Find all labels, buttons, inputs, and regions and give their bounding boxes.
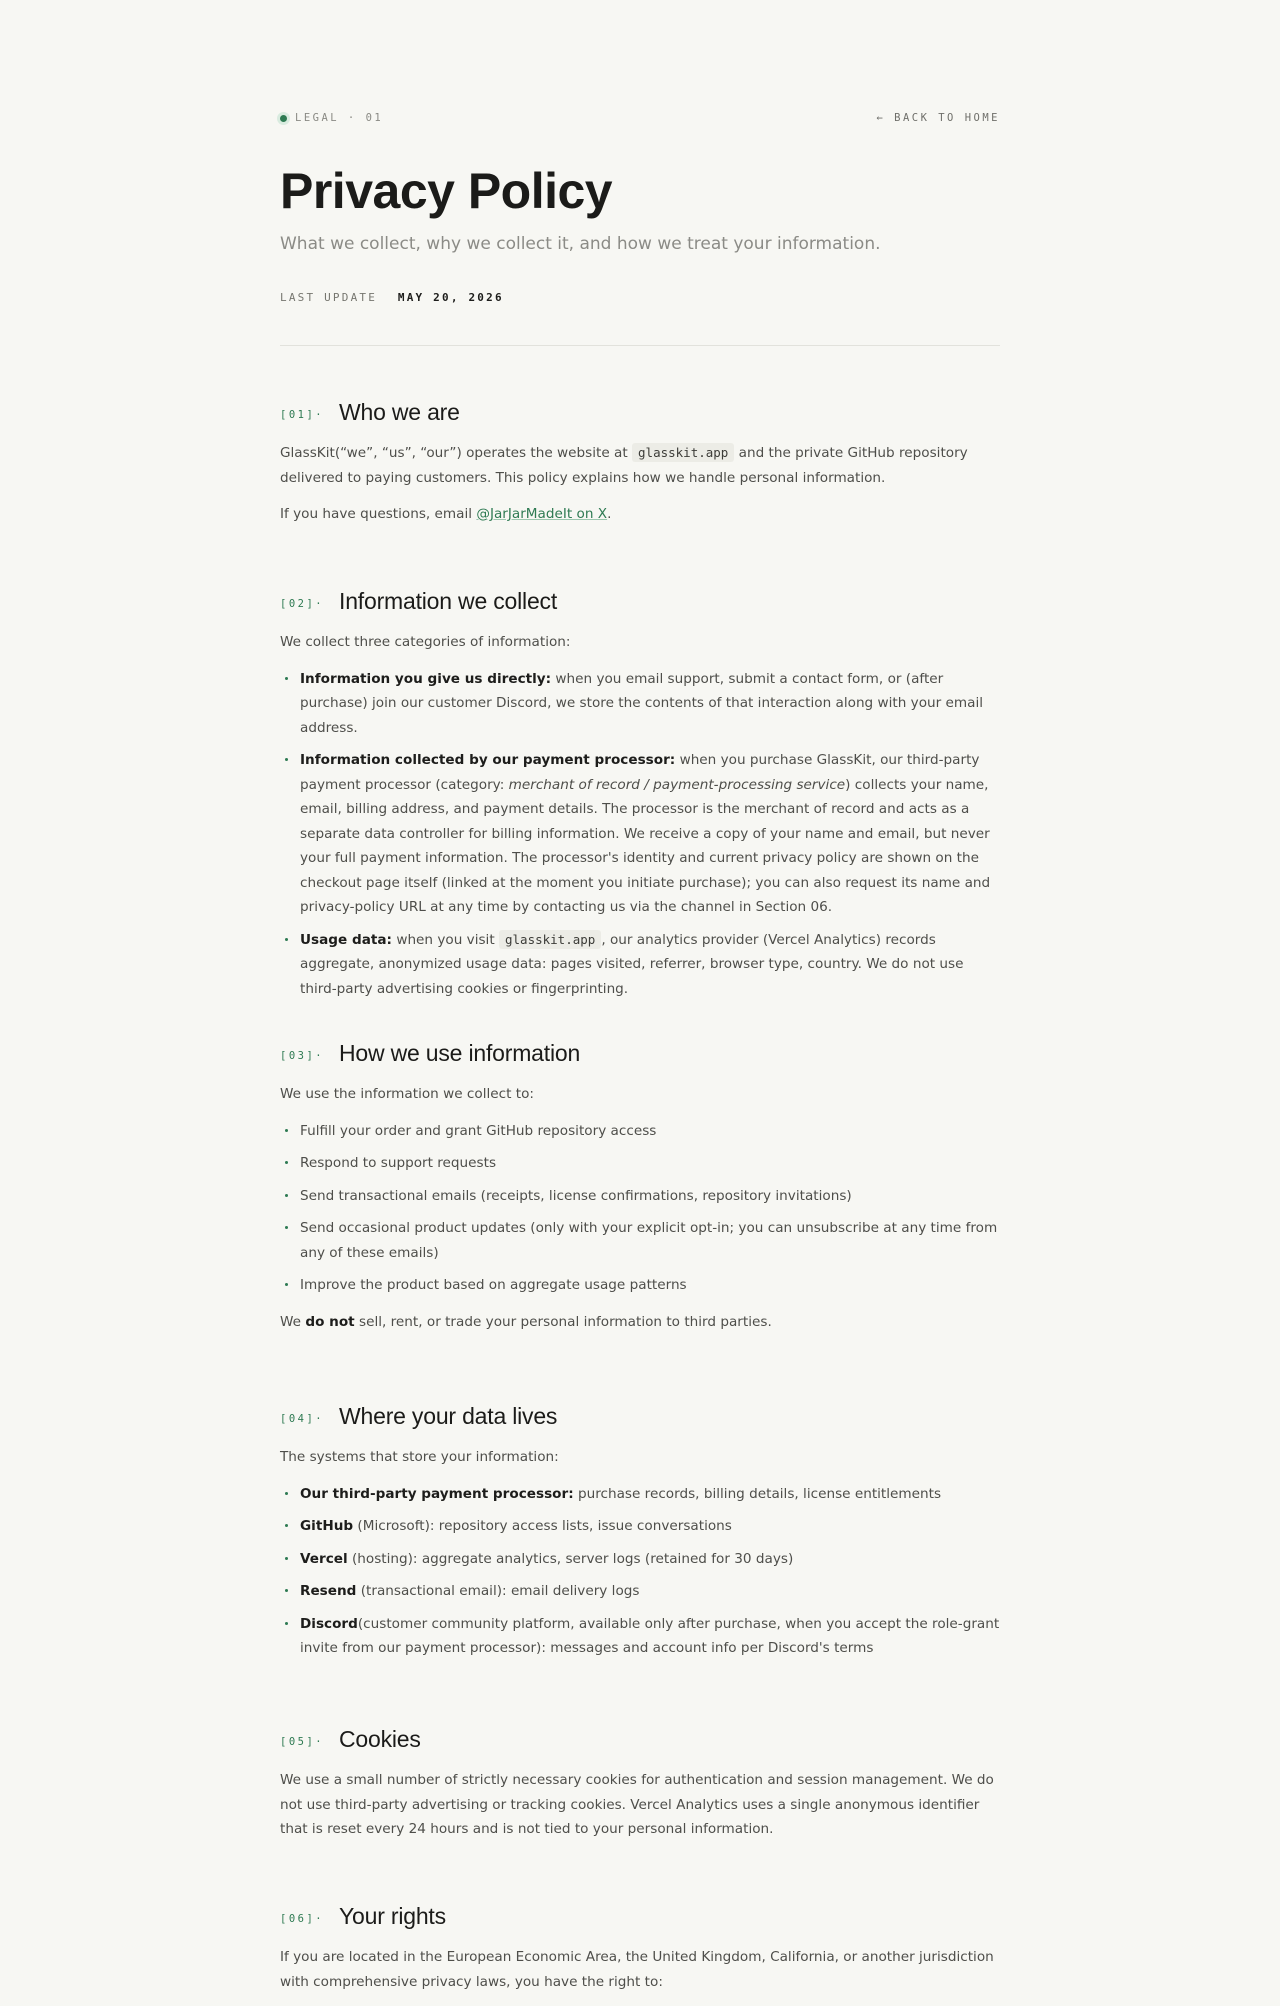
item-heading: Our third-party payment processor: bbox=[300, 1485, 574, 1502]
text: when you visit bbox=[392, 931, 499, 948]
list-item bbox=[280, 667, 1000, 741]
item-heading: Vercel bbox=[300, 1550, 348, 1567]
list-item bbox=[280, 1482, 1000, 1507]
page-subtitle: What we collect, why we collect it, and how we treat your information. bbox=[280, 234, 881, 254]
text: and the private GitHub repository delivered to paying customers. This policy explains how we handle personal information. bbox=[280, 445, 968, 486]
paragraph: We use the information we collect to: bbox=[280, 1086, 534, 1102]
text: ) collects your name, email, billing address, and payment details. The processor is the merchant of record and acts as a separate data controller for billing information. We receive a copy of your name and email, but never your full payment information. The processor's identity and current privacy policy are shown on the checkout page itself (linked at the moment you initiate purchase); you can also request its name and privacy-policy URL at any time by contacting us via the channel in Section 06. bbox=[300, 776, 991, 915]
emphasis: merchant of record / payment-processing service bbox=[508, 776, 846, 793]
section-number: [01]· bbox=[280, 409, 325, 421]
status-dot-icon bbox=[280, 115, 287, 122]
section-your-rights bbox=[280, 1900, 1000, 2006]
section-title: Cookies bbox=[339, 1725, 421, 1752]
text: , our analytics provider (Vercel Analytics) records aggregate, anonymized usage data: pages visited, referrer, browser type, country. We do not use third-party advertising cookies or fingerprinting. bbox=[300, 931, 964, 997]
section-title: Who we are bbox=[339, 398, 460, 425]
text: sell, rent, or trade your personal information to third parties. bbox=[354, 1313, 772, 1330]
list bbox=[280, 1119, 1000, 1298]
text: . bbox=[607, 506, 612, 522]
paragraph bbox=[280, 1310, 1000, 1335]
list-item: Respond to support requests bbox=[280, 1151, 1000, 1176]
contact-link[interactable]: @JarJarMadeIt on X bbox=[476, 506, 608, 522]
paragraph bbox=[280, 441, 1000, 490]
section-title: Your rights bbox=[339, 1902, 446, 1929]
domain-code: glasskit.app bbox=[499, 930, 601, 949]
section-number: [04]· bbox=[280, 1413, 325, 1425]
last-update-label: LAST UPDATE bbox=[280, 291, 378, 304]
last-update bbox=[280, 291, 504, 304]
item-heading: Information collected by our payment processor: bbox=[300, 752, 676, 768]
text: when you email support, submit a contact form, or (after purchase) join our customer Discord, we store the contents of that interaction along with your email address. bbox=[300, 670, 984, 736]
text: (Microsoft): repository access lists, issue conversations bbox=[353, 1518, 732, 1534]
section-how-we-use-information bbox=[280, 1037, 1000, 1346]
paragraph: The systems that store your information: bbox=[280, 1449, 559, 1465]
section-title: Information we collect bbox=[339, 587, 558, 614]
section-number: [05]· bbox=[280, 1736, 325, 1748]
text: (hosting): aggregate analytics, server logs (retained for 30 days) bbox=[347, 1550, 794, 1567]
text: when you purchase GlassKit, our third-party payment processor (category: bbox=[300, 752, 980, 793]
last-update-date: MAY 20, 2026 bbox=[397, 291, 504, 304]
paragraph: We collect three categories of information: bbox=[280, 634, 571, 650]
back-to-home-link[interactable]: ← BACK TO HOME bbox=[876, 112, 1000, 124]
section-number: [06]· bbox=[280, 1913, 325, 1925]
list-item bbox=[280, 748, 1000, 920]
top-bar bbox=[280, 112, 1000, 126]
list bbox=[280, 1482, 1000, 1661]
section-where-your-data-lives bbox=[280, 1400, 1000, 1673]
list-item bbox=[280, 1579, 1000, 1604]
section-cookies bbox=[280, 1723, 1000, 1854]
list-item: Improve the product based on aggregate usage patterns bbox=[280, 1273, 1000, 1298]
eyebrow-label: LEGAL · 01 bbox=[295, 112, 384, 124]
text: We bbox=[280, 1313, 306, 1330]
section-title: How we use information bbox=[339, 1039, 581, 1066]
paragraph bbox=[280, 502, 1000, 527]
section-title: Where your data lives bbox=[339, 1402, 558, 1429]
list bbox=[280, 667, 1000, 1002]
list-item bbox=[280, 1612, 1000, 1661]
text: If you have questions, email bbox=[280, 506, 477, 522]
list-item bbox=[280, 928, 1000, 1002]
page-title: Privacy Policy bbox=[280, 163, 613, 219]
item-heading: Usage data: bbox=[300, 931, 392, 948]
list-item: Send transactional emails (receipts, license confirmations, repository invitations) bbox=[280, 1184, 1000, 1209]
text: (transactional email): email delivery logs bbox=[356, 1583, 640, 1599]
item-heading: Discord bbox=[300, 1615, 358, 1632]
list-item bbox=[280, 1547, 1000, 1572]
paragraph: If you are located in the European Economic Area, the United Kingdom, California, or another jurisdiction with comprehensive privacy laws, you have the right to: bbox=[280, 1949, 994, 1990]
item-heading: Information you give us directly: bbox=[300, 670, 552, 687]
section-number: [03]· bbox=[280, 1050, 325, 1062]
list-item: Fulfill your order and grant GitHub repository access bbox=[280, 1119, 1000, 1144]
section-number: [02]· bbox=[280, 598, 325, 610]
section-who-we-are bbox=[280, 396, 1000, 539]
paragraph: We use a small number of strictly necessary cookies for authentication and session management. We do not use third-party advertising or tracking cookies. Vercel Analytics uses a single anonymous identifier that is reset every 24 hours and is not tied to your personal information. bbox=[280, 1772, 994, 1837]
section-information-we-collect bbox=[280, 585, 1000, 1013]
list-item: Send occasional product updates (only with your explicit opt-in; you can unsubscribe at any time from any of these emails) bbox=[280, 1216, 1000, 1265]
text: (customer community platform, available only after purchase, when you accept the role-grant invite from our payment processor): messages and account info per Discord's terms bbox=[300, 1615, 1000, 1656]
divider bbox=[280, 345, 1000, 346]
text: GlassKit(“we”, “us”, “our”) operates the website at bbox=[280, 445, 633, 461]
eyebrow bbox=[280, 112, 383, 124]
domain-code: glasskit.app bbox=[632, 443, 734, 462]
item-heading: GitHub bbox=[300, 1518, 354, 1534]
item-heading: Resend bbox=[300, 1583, 357, 1599]
text: purchase records, billing details, license entitlements bbox=[573, 1485, 942, 1502]
emphasis: do not bbox=[305, 1313, 355, 1330]
list-item bbox=[280, 1514, 1000, 1539]
